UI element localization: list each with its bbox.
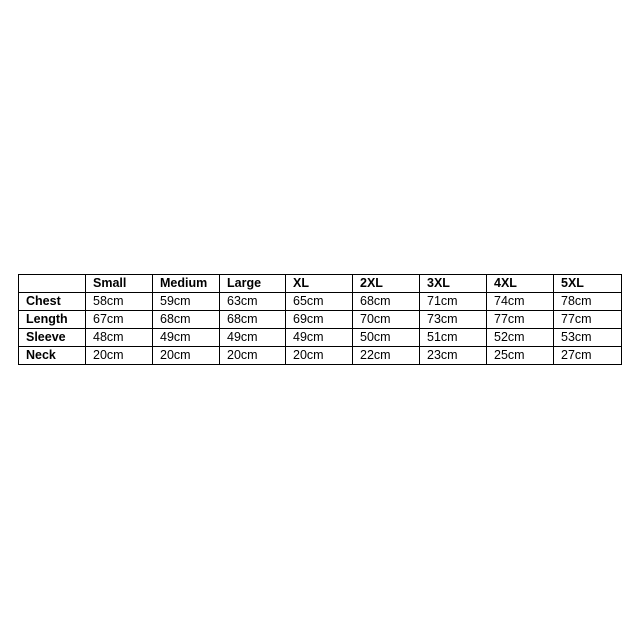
table-cell: 20cm	[86, 347, 153, 365]
column-header-5xl: 5XL	[554, 275, 622, 293]
column-header-2xl: 2XL	[353, 275, 420, 293]
table-cell: 73cm	[420, 311, 487, 329]
column-header-small: Small	[86, 275, 153, 293]
table-row	[19, 347, 622, 365]
table-cell: 23cm	[420, 347, 487, 365]
table-cell: 67cm	[86, 311, 153, 329]
table-cell: 51cm	[420, 329, 487, 347]
table-cell: 65cm	[286, 293, 353, 311]
table-cell: 27cm	[554, 347, 622, 365]
column-header-large: Large	[220, 275, 286, 293]
table-cell: 53cm	[554, 329, 622, 347]
table-cell: 70cm	[353, 311, 420, 329]
table-cell: 49cm	[153, 329, 220, 347]
table-cell: 68cm	[153, 311, 220, 329]
table-cell: 48cm	[86, 329, 153, 347]
table-cell: 52cm	[487, 329, 554, 347]
row-label-chest: Chest	[19, 293, 86, 311]
size-chart-table	[18, 274, 622, 365]
corner-cell	[19, 275, 86, 293]
column-header-medium: Medium	[153, 275, 220, 293]
column-header-xl: XL	[286, 275, 353, 293]
table-cell: 74cm	[487, 293, 554, 311]
table-cell: 20cm	[153, 347, 220, 365]
table-cell: 69cm	[286, 311, 353, 329]
column-header-3xl: 3XL	[420, 275, 487, 293]
table-row	[19, 311, 622, 329]
table-cell: 50cm	[353, 329, 420, 347]
table-cell: 59cm	[153, 293, 220, 311]
table-cell: 68cm	[353, 293, 420, 311]
row-label-length: Length	[19, 311, 86, 329]
header-row	[19, 275, 622, 293]
table-cell: 20cm	[220, 347, 286, 365]
table-cell: 49cm	[286, 329, 353, 347]
row-label-neck: Neck	[19, 347, 86, 365]
table-cell: 71cm	[420, 293, 487, 311]
column-header-4xl: 4XL	[487, 275, 554, 293]
table-cell: 20cm	[286, 347, 353, 365]
table-cell: 58cm	[86, 293, 153, 311]
table-cell: 68cm	[220, 311, 286, 329]
row-label-sleeve: Sleeve	[19, 329, 86, 347]
size-chart-header	[19, 275, 622, 293]
table-cell: 77cm	[554, 311, 622, 329]
table-cell: 22cm	[353, 347, 420, 365]
table-cell: 78cm	[554, 293, 622, 311]
table-row	[19, 329, 622, 347]
table-cell: 49cm	[220, 329, 286, 347]
table-row	[19, 293, 622, 311]
table-cell: 63cm	[220, 293, 286, 311]
table-cell: 25cm	[487, 347, 554, 365]
table-cell: 77cm	[487, 311, 554, 329]
size-chart-body	[19, 293, 622, 365]
